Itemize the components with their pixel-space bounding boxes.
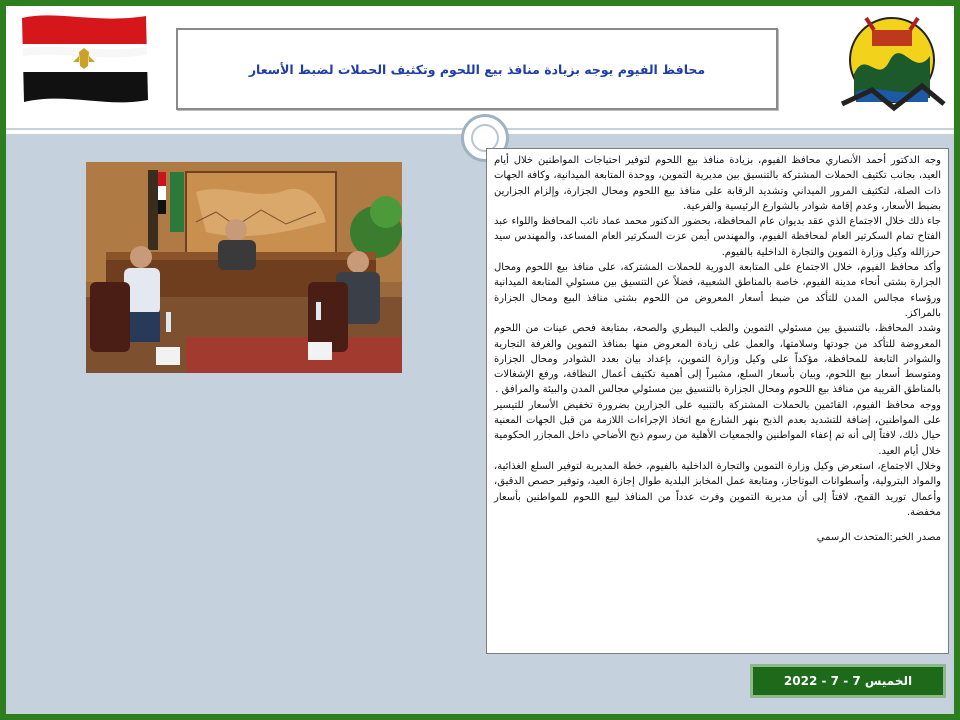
article-paragraph: جاء ذلك خلال الاجتماع الذي عقد بديوان عام المحافظة، بحضور الدكتور محمد عماد نائب المحافظ واللواء عبد الفتاح تمام السكرتير العام لمحافظة الفيوم، والمهندس أيمن عزت السكرتير العام المساعد، والمهندس سيد حرزالله وكيل وزارة التموين والتجارة الداخلية بالفيوم. [494, 216, 941, 258]
date-bar [750, 664, 946, 698]
article-paragraph: وشدد المحافظ، بالتنسيق بين مسئولي التموين والطب البيطري والصحة، بمتابعة فحص عينات من اللحوم المعروضة للتأكد من جودتها وسلامتها، والعمل على زيادة المعروض منها بمنافذ التموين والغرفة التجارية والشوادر التابعة للمحافظة، مؤكداً على وكيل وزارة التموين، بإعداد بيان بعدد الشوادر ومحال الجزارة ومتوسط أسعار بيع اللحوم، وبيان بأسعار السلع، مشيراً إلى أهمية تكثيف أعمال النظافة، ورفع الإشغالات بالمناطق القريبة من منافذ بيع اللحوم ومحال الجزارة بالتنسيق بين مسئولي مجالس المدن والبيئة والمرافق . [494, 323, 941, 396]
egypt-flag-icon [16, 10, 152, 106]
news-source: مصدر الخبر:المتحدث الرسمي [816, 532, 941, 544]
page-container [6, 6, 954, 714]
article-paragraph: وأكد محافظ الفيوم، خلال الاجتماع على المتابعة الدورية للحملات المشتركة، على منافذ بيع اللحوم ومحال الجزارة بشتى أنحاء مدينة الفيوم، خاصة بالمناطق الشعبية، فضلاً عن التنسيق بين مسئولي المتابعة الميدانية ورؤساء مجالس المدن للتأكد من ضبط أسعار المعروض من اللحوم بشتى منافذ البيع ومحال الجزارة بالمراكز. [494, 262, 941, 319]
article-paragraph: وخلال الاجتماع، استعرض وكيل وزارة التموين والتجارة الداخلية بالفيوم، خطة المديرية لتوفير السلع الغذائية، والمواد البترولية، وأسطوانات البوتاجاز، ومتابعة عمل المخابز البلدية طوال إجازة العيد، وتوفير حصص الدقيق، وأعمال توريد القمح، لافتاً إلى أن مديرية التموين وفرت عدداً من المنافذ لبيع اللحوم للمواطنين بأسعار مخفضة. [494, 460, 941, 518]
page-title: محافظ الفيوم يوجه بزيادة منافذ بيع اللحوم وتكثيف الحملات لضبط الأسعار [248, 61, 706, 77]
article-paragraph: وجه الدكتور أحمد الأنصاري محافظ الفيوم، بزيادة منافذ بيع اللحوم لتوفير احتياجات المواطنين خلال أيام العيد، بجانب تكثيف الحملات المشتركة بالتنسيق بين مديرية التموين، ووحدة المتابعة الميدانية، وكافة الجهات ذات الصلة، لتكثيف المرور الميداني وتشديد الرقابة على منافذ بيع اللحوم ومحال الجزارة، وإلزام الجزارين بضبط الأسعار، وعدم إقامة شوادر بالشوارع الرئيسية والفرعية. [494, 155, 941, 212]
date-label: الخميس 7 - 7 - 2022 [783, 674, 913, 688]
article-body [486, 148, 949, 654]
article-paragraph: ووجه محافظ الفيوم، القائمين بالحملات المشتركة بالتنبيه على الجزارين بضرورة تخفيض الأسعار للتيسير على المواطنين، إضافة للتشديد بعدم الذبح بنهر الشارع مع اتخاذ الإجراءات اللازمة من قبل الجهات المعنية حيال ذلك، لافتاً إلى أنه تم إعفاء المواطنين والجمعيات الأهلية من رسوم ذبح الأضاحي داخل المجازر الحكومية خلال أيام العيد. [494, 399, 941, 457]
meeting-photo [86, 162, 402, 373]
headline-box [176, 28, 778, 110]
fayoum-governorate-logo-icon [832, 8, 950, 116]
